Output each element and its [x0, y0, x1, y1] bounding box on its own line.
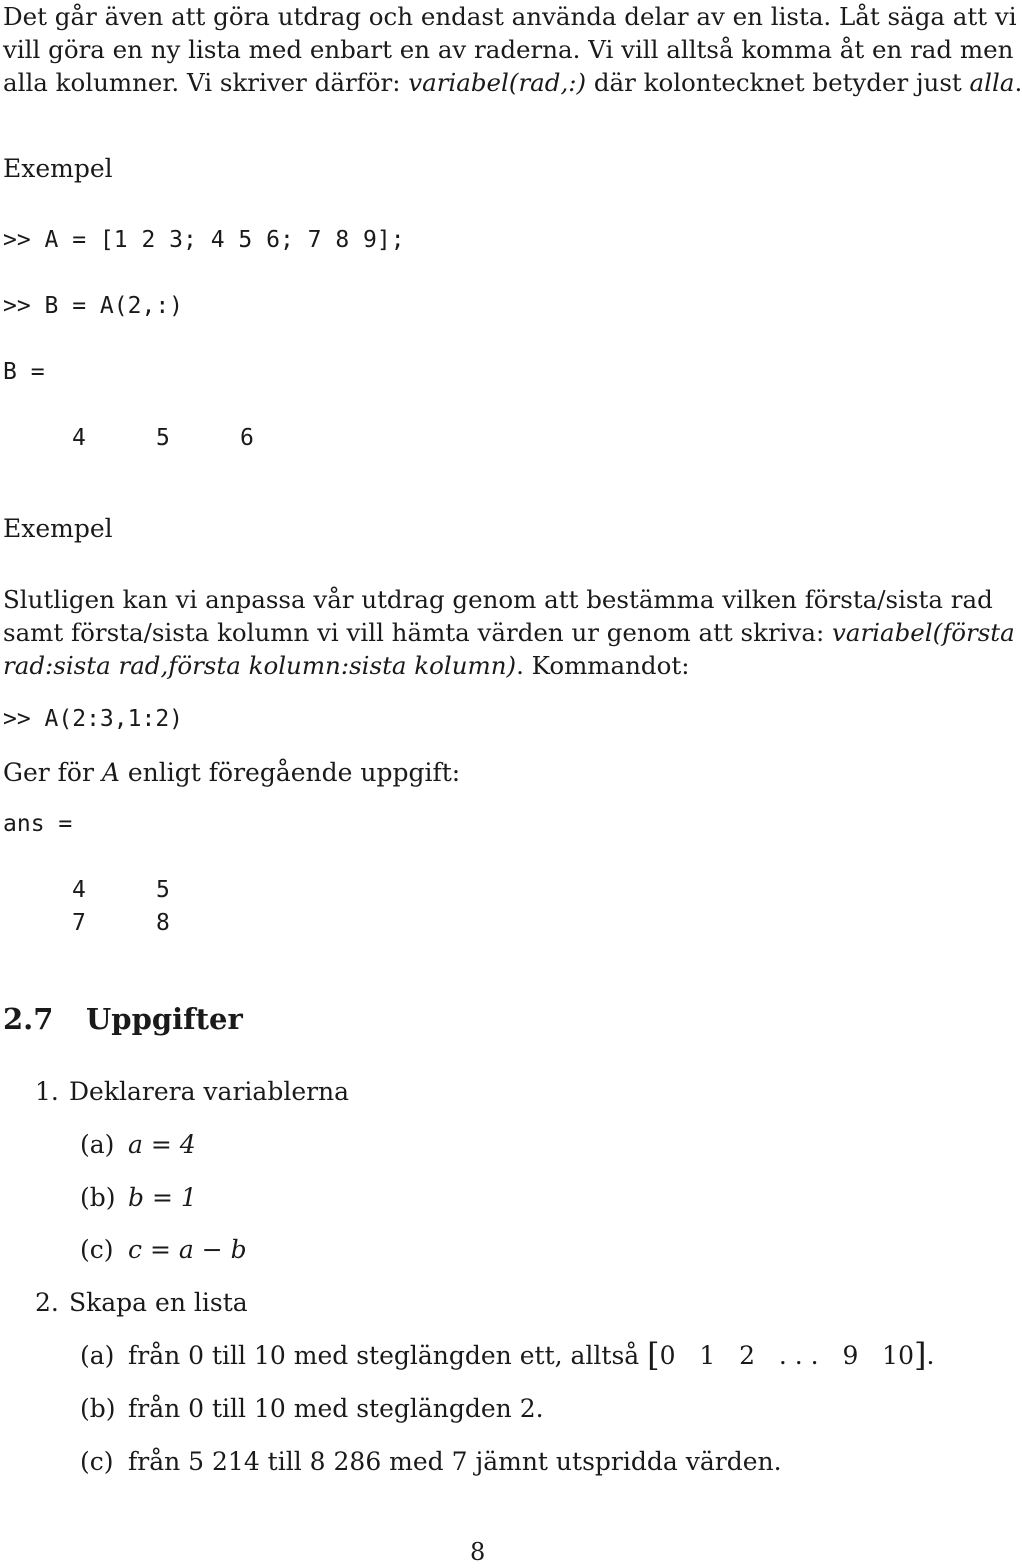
example-1-value: 4	[72, 425, 86, 451]
example-2-line-2-text: samt första/sista kolumn vi vill hämta värden ur genom att skriva:	[3, 618, 833, 647]
task-1-text: Deklarera variablerna	[69, 1077, 350, 1106]
example-1-command-1: >> A = [1 2 3; 4 5 6; 7 8 9];	[3, 227, 405, 253]
intro-line-1: Det går även att göra utdrag och endast använda delar av en lista. Låt säga att vi	[3, 2, 1017, 31]
left-bracket: [	[647, 1336, 660, 1374]
task-1-label: 1.	[35, 1077, 59, 1106]
intro-paragraph	[3, 0, 1022, 99]
right-bracket: ]	[914, 1336, 927, 1374]
task-1c-label: (c)	[80, 1235, 114, 1264]
task-2a-line	[128, 1336, 935, 1374]
task-2a-text: från 0 till 10 med steglängden ett, alltså	[128, 1341, 640, 1370]
intro-line-3-text-b: där kolontecknet betyder just	[586, 68, 970, 97]
task-2-label: 2.	[35, 1288, 59, 1317]
task-2-text: Skapa en lista	[69, 1288, 248, 1317]
task-1a-label: (a)	[80, 1130, 115, 1159]
intro-period: .	[1014, 68, 1022, 97]
intro-line-2: vill göra en ny lista med enbart en av raderna. Vi vill alltså komma åt en rad men	[3, 35, 1014, 64]
intro-syntax: variabel(rad,:)	[408, 68, 587, 97]
example-2-command: >> A(2:3,1:2)	[3, 706, 184, 732]
example-2-value: 8	[156, 910, 170, 936]
example-2-paragraph	[3, 583, 1015, 682]
page-number: 8	[470, 1538, 486, 1566]
example-2-value: 4	[72, 877, 86, 903]
task-2b-label: (b)	[80, 1394, 116, 1423]
ger-text-b: enligt föregående uppgift:	[119, 758, 461, 787]
task-2a-vector: 0 1 2 . . . 9 10	[659, 1341, 914, 1370]
example-2-value: 7	[72, 910, 86, 936]
intro-line-3	[3, 66, 1022, 99]
task-2a-period: .	[926, 1341, 935, 1370]
intro-line-3-text: alla kolumner. Vi skriver därför:	[3, 68, 409, 97]
task-1c-text: c = a − b	[128, 1235, 247, 1264]
task-2a-label: (a)	[80, 1341, 115, 1370]
example-2-line-1: Slutligen kan vi anpassa vår utdrag genom att bestämma vilken första/sista rad	[3, 585, 993, 614]
example-2-syntax-end: rad:sista rad,första kolumn:sista kolumn)	[3, 651, 517, 680]
example-1-value: 5	[156, 425, 170, 451]
example-2-syntax-start: variabel(första	[832, 618, 1015, 647]
ger-text: Ger för	[3, 758, 102, 787]
example-2-line-2	[3, 616, 1015, 649]
section-title: Uppgifter	[86, 1002, 243, 1036]
section-number: 2.7	[3, 1002, 54, 1036]
task-1b-text: b = 1	[128, 1183, 197, 1212]
example-1-heading: Exempel	[3, 154, 113, 183]
example-1-command-2: >> B = A(2,:)	[3, 293, 184, 319]
intro-emphasis: alla	[969, 68, 1015, 97]
example-2-result-label: ans =	[3, 811, 73, 837]
task-1a-text: a = 4	[128, 1130, 196, 1159]
task-2b-text: från 0 till 10 med steglängden 2.	[128, 1394, 544, 1423]
example-2-line-3	[3, 649, 957, 682]
ger-variable: A	[101, 758, 120, 787]
task-2c-label: (c)	[80, 1447, 114, 1476]
example-2-value: 5	[156, 877, 170, 903]
example-2-line-3-text: . Kommandot:	[516, 651, 690, 680]
example-1-result-label: B =	[3, 359, 45, 385]
task-1b-label: (b)	[80, 1183, 116, 1212]
example-1-value: 6	[240, 425, 254, 451]
example-2-heading: Exempel	[3, 514, 113, 543]
task-2c-text: från 5 214 till 8 286 med 7 jämnt utspridda värden.	[128, 1447, 782, 1476]
example-2-ger-line	[3, 756, 460, 789]
